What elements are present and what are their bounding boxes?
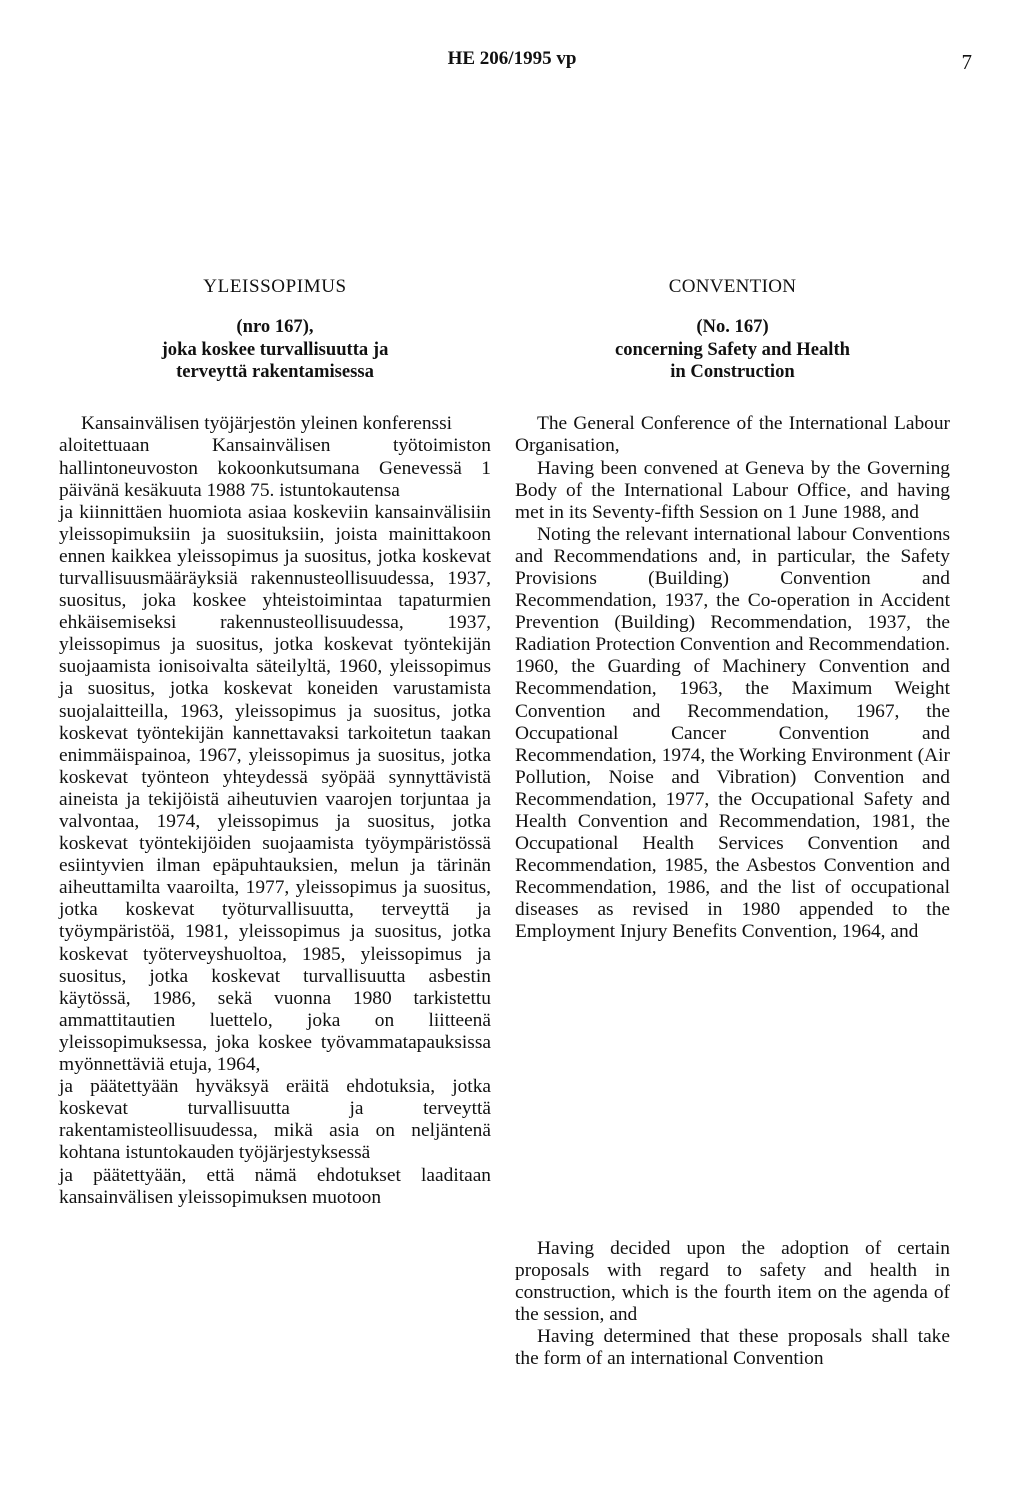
english-paragraph-3: Noting the relevant international labour Conventions and Recommendations and, in particular, the Safety Provisions (Building) Convention and Recommendation, 1937, the Co-operation in Accident Prevention (Building) Recommendation, 1937, the Radiation Protection Convention and Recommendation. 1960, the Guarding of Machinery Convention and Recommendation, 1963, the Maximum Weight Convention and Recommendation, 1967, the Occupational Cancer Convention and Recommendation, 1974, the Working Environment (Air Pollution, Noise and Vibration) Convention and Recommendation, 1977, the Occupational Safety and Health Convention and Recommendation, 1981, the Occupational Health Services Convention and Recommendation, 1985, the Asbestos Convention and Recommendation, 1986, and the list of occupational diseases as revised in 1980 appended to the Employment Injury Benefits Convention, 1964, and [515,523,950,943]
finnish-body [59,413,491,1208]
finnish-subtitle [59,316,491,383]
running-head: HE 206/1995 vp [447,48,577,69]
english-paragraph-4: Having decided upon the adoption of certain proposals with regard to safety and health in construction, which is the fourth item on the agenda of the session, and [515,1238,950,1326]
finnish-paragraph-3: ja kiinnittäen huomiota asiaa koskeviin kansainvälisiin yleissopimuksiin ja suosituksiin, joista mainittakoon ennen kaikkea yleissopimus ja suositus, jotka koskevat turvallisuusmääräyksiä rakennusteollisuudessa, 1937, suositus, joka koskee yhteistoimintaa tapaturmien ehkäisemiseksi rakennusteollisuudessa, 1937, yleissopimus ja suositus, jotka koskevat työntekijän suojaamista ionisoivalta säteilyltä, 1960, yleissopimus ja suositus, jotka koskevat koneiden varustamista suojalaitteilla, 1963, yleissopimus ja suositus, jotka koskevat työntekijän kannettavaksi tarkoitetun taakan enimmäispainoa, 1967, yleissopimus ja suositus, jotka koskevat työnteon yhteydessä syöpää synnyttävistä aineista ja tekijöistä aiheutuvien vaarojen torjuntaa ja valvontaa, 1974, yleissopimus ja suositus, jotka koskevat työntekijöiden suojaamista työympäristössä esiintyvien ilman epäpuhtauksien, melun ja tärinän aiheuttamilta vaaroilta, 1977, yleissopimus ja suositus, jotka koskevat työturvallisuutta, terveyttä ja työympäristöä, 1981, yleissopimus ja suositus, jotka koskevat työterveyshuoltoa, 1985, yleissopimus ja suositus, jotka koskevat turvallisuutta asbestin käytössä, 1986, sekä vuonna 1980 tarkistettu ammattitautien luettelo, joka on liitteenä yleissopimuksessa, joka koskee työvammatapauksissa myönnettäviä etuja, 1964, [59,501,491,1076]
finnish-paragraph-2: aloitettuaan Kansainvälisen työtoimiston hallintoneuvoston kokoonkutsumana Genevessä 1 päivänä kesäkuuta 1988 75. istuntokautensa [59,435,491,501]
english-column [515,276,950,944]
english-subtitle-line-1: concerning Safety and Health [614,338,850,360]
english-paragraph-5: Having determined that these proposals shall take the form of an international Convention [515,1326,950,1370]
english-lower-body [515,1238,950,1371]
english-title: CONVENTION [668,276,797,297]
english-paragraph-2: Having been convened at Geneva by the Governing Body of the International Labour Office, and having met in its Seventy-fifth Session on 1 June 1988, and [515,457,950,523]
finnish-paragraph-5: ja päätettyään, että nämä ehdotukset laaditaan kansainvälisen yleissopimuksen muotoon [59,1164,491,1208]
finnish-convention-number: (nro 167), [236,316,314,338]
finnish-paragraph-4: ja päätettyään hyväksyä eräitä ehdotuksia, jotka koskevat turvallisuutta ja terveyttä rakentamisteollisuudessa, mikä asia on neljäntenä kohtana istuntokauden työjärjestyksessä [59,1076,491,1164]
finnish-subtitle-line-2: terveyttä rakentamisessa [176,360,374,382]
english-body [515,413,950,943]
english-convention-number: (No. 167) [696,316,769,338]
finnish-subtitle-line-1: joka koskee turvallisuutta ja [161,338,389,360]
finnish-title: YLEISSOPIMUS [203,276,347,297]
english-paragraph-1: The General Conference of the International Labour Organisation, [515,413,950,457]
page-number: 7 [961,50,972,74]
english-subtitle-line-2: in Construction [670,360,795,382]
english-subtitle [515,316,950,383]
finnish-column [59,276,491,1209]
finnish-paragraph-1: Kansainvälisen työjärjestön yleinen konferenssi [81,413,453,435]
